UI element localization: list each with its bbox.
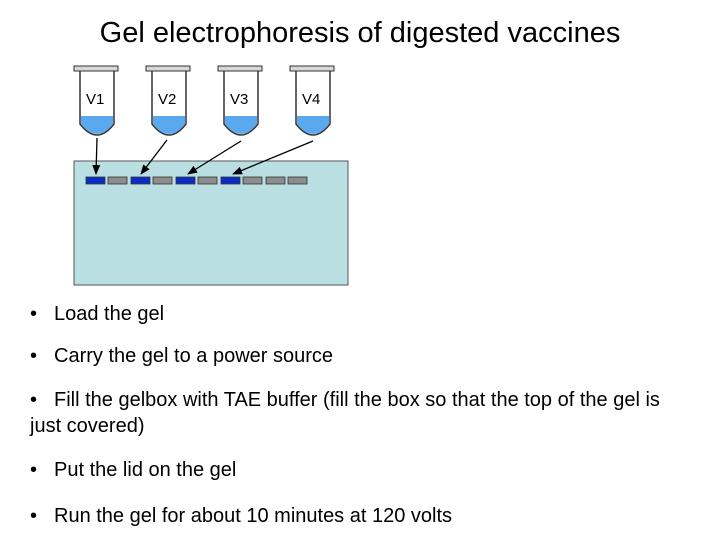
bullet-text: Put the lid on the gel — [54, 459, 237, 481]
bullet-item-1 — [30, 301, 690, 327]
tube-v3-label: V3 — [230, 91, 249, 108]
tube-v4-liquid — [297, 116, 329, 134]
bullet-item-2 — [30, 343, 690, 369]
tube-v4-label: V4 — [302, 91, 321, 108]
tube-v1 — [74, 66, 118, 135]
bullet-text: Fill the gelbox with TAE buffer (fill the box so that the top of the gel is just covered) — [30, 389, 660, 437]
bullet-marker: • — [30, 389, 38, 411]
slide-title: Gel electrophoresis of digested vaccines — [99, 17, 621, 49]
well-1 — [86, 177, 105, 184]
bullet-marker: • — [30, 303, 38, 325]
well-5 — [176, 177, 195, 184]
tube-v4 — [290, 66, 334, 135]
bullet-item-5 — [30, 503, 690, 529]
tube-v1-label: V1 — [86, 91, 105, 108]
bullet-text: Load the gel — [54, 303, 165, 325]
well-8 — [243, 177, 262, 184]
tube-v2-liquid — [153, 116, 185, 134]
tube-v2 — [146, 66, 190, 135]
tube-v1-liquid — [81, 116, 113, 134]
well-3 — [131, 177, 150, 184]
tube-v2-label: V2 — [158, 91, 177, 108]
well-6 — [198, 177, 217, 184]
bullet-item-4 — [30, 457, 690, 483]
well-10 — [288, 177, 307, 184]
tube-v3-liquid — [225, 116, 257, 134]
bullet-marker: • — [30, 459, 38, 481]
bullet-marker: • — [30, 505, 38, 527]
well-2 — [108, 177, 127, 184]
bullet-text: Carry the gel to a power source — [54, 345, 334, 367]
well-7 — [221, 177, 240, 184]
well-9 — [266, 177, 285, 184]
bullet-item-3 — [30, 387, 690, 439]
bullet-text: Run the gel for about 10 minutes at 120 volts — [54, 505, 453, 527]
tube-v3 — [218, 66, 262, 135]
well-4 — [153, 177, 172, 184]
bullet-marker: • — [30, 345, 38, 367]
